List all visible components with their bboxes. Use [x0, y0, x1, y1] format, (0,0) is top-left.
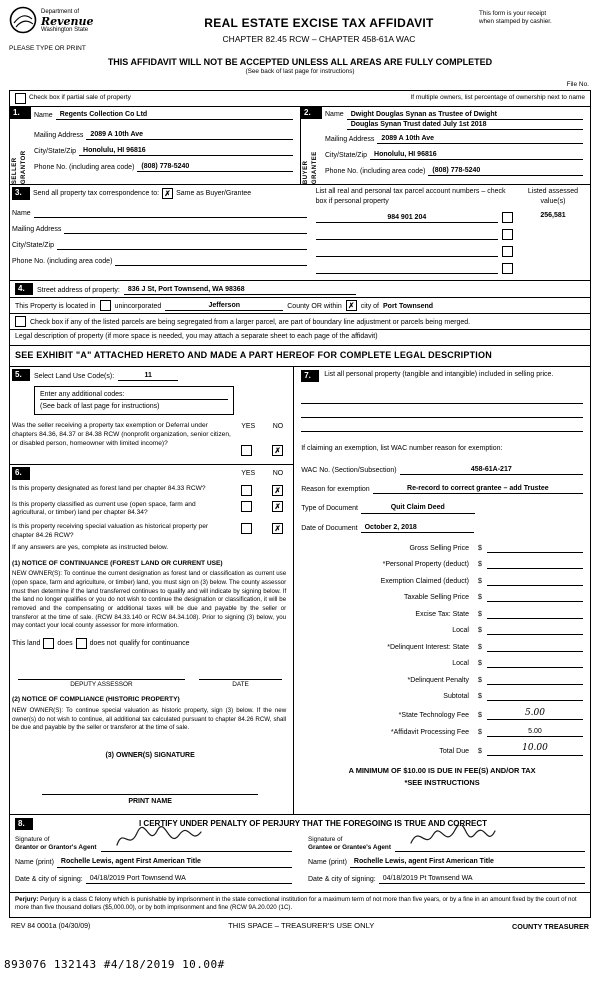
grantee-signature-ink: [407, 825, 499, 854]
print-name-label: PRINT NAME: [128, 797, 172, 805]
buyer-vertical-label: BUYER: [303, 160, 310, 185]
receipt-note: [479, 6, 591, 26]
footer-row: [9, 918, 591, 934]
delinquent-interest-local-field[interactable]: [487, 658, 583, 668]
parcel-number-field-1[interactable]: 984 901 204: [316, 213, 498, 223]
title-block: [159, 6, 479, 45]
notice-continuance-text: NEW OWNER(S): To continue the current designation as forest land or classification as current use (open space, farm and agriculture, or timber) land, you must sign on (3) below. The county assessor must then determine if the land transferred continues to qualify and will indicate by signing below. If the land no longer qualifies or you do not wish to continue the designation or classification, it will be removed and the compensating or additional taxes will be due and payable by the seller or transferor at the time of sale. (RCW 84.33.140 or RCW 84.34.108). Prior to signing (3) below, you may contact your local county assessor for more information.: [12, 570, 287, 630]
dollar-sign: $: [477, 594, 482, 602]
city-checkbox[interactable]: ✗: [346, 300, 357, 311]
perjury-text: Perjury is a class C felony which is punishable by imprisonment in the state correctional institution for a maximum term of not more than five years, or by a fine in an amount fixed by the court of not more than five thousand dollars ($5,000.00), or by both imprisonment and fine (RCW 9A.20.020 (1C).: [15, 895, 577, 911]
s5-yes-checkbox[interactable]: [241, 445, 252, 456]
receipt-note-line1: This form is your receipt: [479, 10, 547, 17]
perjury-bold-label: Perjury:: [15, 895, 39, 903]
grantee-date-city-label: Date & city of signing:: [308, 875, 376, 883]
land-use-code-field[interactable]: 11: [118, 371, 178, 381]
seller-phone-label: Phone No. (including area code): [34, 164, 135, 172]
seller-csz-label: City/State/Zip: [34, 148, 77, 156]
s5-no-checkbox[interactable]: ✗: [272, 445, 283, 456]
buyer-phone-field[interactable]: (808) 778-5240: [428, 166, 583, 176]
certify-statement: I CERTIFY UNDER PENALTY OF PERJURY THAT THE FOREGOING IS TRUE AND CORRECT: [138, 819, 488, 829]
seller-fields: [31, 107, 300, 184]
affidavit-processing-fee-field[interactable]: 5.00: [487, 727, 583, 737]
multiple-owners-note: If multiple owners, list percentage of ownership next to name: [410, 94, 585, 102]
buyer-name-label: Name: [325, 110, 344, 118]
revenue-wordmark: Revenue: [41, 14, 94, 28]
seller-side: [10, 107, 31, 184]
additional-codes-field[interactable]: Enter any additional codes:: [40, 390, 228, 400]
section-3: [10, 185, 590, 280]
seller-section: [10, 107, 300, 184]
see-instructions-note: *SEE INSTRUCTIONS: [404, 777, 480, 787]
file-no-label: File No.: [566, 80, 589, 88]
grantor-name-print-label: Name (print): [15, 859, 54, 867]
fee-label: *Affidavit Processing Fee: [390, 728, 469, 736]
section-5: [10, 367, 293, 465]
section-7: [294, 367, 590, 814]
historic-question: Is this property receiving special valuation as historical property per chapter 84.26 RCW?: [12, 523, 209, 539]
buyer-fields: [322, 107, 590, 184]
same-as-buyer-checkbox[interactable]: ✗: [162, 188, 173, 199]
forest-no-checkbox[interactable]: ✗: [272, 485, 283, 496]
total-due-field[interactable]: 10.00: [487, 743, 583, 756]
assessed-value-1[interactable]: 256,581: [540, 211, 566, 219]
grantor-vertical-label: GRANTOR: [21, 150, 27, 185]
parcel-personal-checkbox-1[interactable]: [502, 212, 513, 223]
grantor-signature-block: [15, 835, 292, 883]
form-title: REAL ESTATE EXCISE TAX AFFIDAVIT: [204, 16, 434, 30]
middle-columns: [10, 367, 590, 815]
deputy-date-label: DATE: [232, 680, 249, 688]
seller-address-label: Mailing Address: [34, 132, 84, 140]
personal-property-line-1[interactable]: [301, 390, 583, 404]
delinquent-penalty-field[interactable]: [487, 675, 583, 685]
additional-codes-box: [34, 386, 234, 415]
subtotal-field[interactable]: [487, 691, 583, 701]
grantor-agent-label: Grantor or Grantor's Agent: [15, 844, 97, 852]
perjury-notice: [10, 893, 590, 918]
street-address-field[interactable]: 836 J St, Port Townsend, WA 98368: [124, 285, 357, 295]
dollar-sign: $: [477, 728, 482, 736]
exhibit-a-text: SEE EXHIBIT "A" ATTACHED HERETO AND MADE A PART HEREOF FOR COMPLETE LEGAL DESCRIPTION: [10, 346, 590, 367]
unincorporated-label: unincorporated: [114, 302, 162, 310]
tax-correspondence-block: [10, 185, 312, 279]
fee-label: Gross Selling Price: [409, 544, 469, 552]
seller-name-label: Name: [34, 111, 53, 119]
wac-no-field[interactable]: 458-61A-217: [400, 465, 583, 475]
section-5-numbox: 5.: [12, 369, 30, 381]
logo-text: [41, 9, 94, 33]
dollar-sign: $: [477, 577, 482, 585]
section-4-numbox: 4.: [15, 283, 33, 295]
deputy-assessor-label: DEPUTY ASSESSOR: [70, 680, 133, 688]
reason-exemption-field[interactable]: Re-record to correct grantee – add Trustee: [373, 484, 583, 494]
dollar-sign: $: [477, 610, 482, 618]
street-address-label: Street address of property:: [37, 286, 120, 294]
unincorporated-checkbox[interactable]: [100, 300, 111, 311]
codes-see-back-note: (See back of last page for instructions): [40, 403, 160, 411]
buyer-phone-label: Phone No. (including area code): [325, 168, 426, 176]
left-column: [10, 367, 294, 814]
deputy-date-line[interactable]: [199, 679, 282, 689]
parties-row: [10, 107, 590, 185]
continuance-qualify-row: [12, 638, 288, 649]
historic-yes-checkbox[interactable]: [241, 523, 252, 534]
does-not-label: does not: [89, 639, 117, 647]
seller-csz-field[interactable]: Honolulu, HI 96816: [79, 146, 293, 156]
qualify-label: qualify for continuance: [119, 639, 190, 647]
grantor-signature-of-label: Signature of: [15, 836, 50, 844]
parcel-personal-checkbox-3[interactable]: [502, 246, 513, 257]
section-8: [10, 815, 590, 893]
parcel-personal-checkbox-2[interactable]: [502, 229, 513, 240]
gross-selling-price-field[interactable]: [487, 543, 583, 553]
parcel-number-field-2[interactable]: [316, 230, 498, 240]
partial-sale-checkbox[interactable]: [15, 93, 26, 104]
dollar-sign: $: [477, 627, 482, 635]
parcel-numbers-block: [312, 185, 590, 279]
claiming-exemption-label: If claiming an exemption, list WAC number reason for exemption:: [301, 445, 503, 453]
parcel-personal-checkbox-4[interactable]: [502, 263, 513, 274]
partial-sale-label: Check box if partial sale of property: [29, 94, 131, 102]
type-of-document-field[interactable]: Quit Claim Deed: [361, 503, 475, 513]
grantee-name-print-label: Name (print): [308, 859, 347, 867]
city-of-label: city of: [360, 302, 380, 310]
parcel-number-field-4[interactable]: [316, 264, 498, 274]
grantee-signature-of-label: Signature of: [308, 836, 343, 844]
forest-yes-checkbox[interactable]: [241, 485, 252, 496]
parcel-header: List all real and personal tax parcel account numbers – check box if personal property: [315, 188, 506, 205]
fee-label: Local: [452, 660, 469, 668]
form-box: [9, 90, 591, 918]
section-2-numbox: 2.: [301, 107, 322, 119]
same-as-buyer-label: Same as Buyer/Grantee: [176, 190, 252, 198]
grantor-name-print-field[interactable]: Rochelle Lewis, agent First American Title: [57, 857, 292, 867]
forest-land-question: Is this property designated as forest land per chapter 84.33 RCW?: [12, 484, 206, 492]
does-checkbox[interactable]: [43, 638, 54, 649]
seller-name-field[interactable]: Regents Collection Co Ltd: [56, 110, 293, 120]
corr-name-field[interactable]: [34, 208, 307, 218]
personal-property-line-2[interactable]: [301, 404, 583, 418]
seller-vertical-label: SELLER: [12, 157, 19, 185]
grantor-date-city-label: Date & city of signing:: [15, 875, 83, 883]
grantee-signature-area[interactable]: [395, 835, 585, 852]
taxable-selling-price-field[interactable]: [487, 592, 583, 602]
fee-label: *Personal Property (deduct): [382, 561, 469, 569]
located-in-label: This Property is located in: [15, 302, 96, 310]
section-1-numbox: 1.: [10, 107, 31, 119]
delinquent-interest-state-field[interactable]: [487, 642, 583, 652]
buyer-name-field-line1[interactable]: Dwight Douglas Synan as Trustee of Dwight: [347, 110, 583, 120]
receipt-note-line2: when stamped by cashier.: [479, 18, 552, 26]
minimum-due-note: A MINIMUM OF $10.00 IS DUE IN FEE(S) AND/OR TAX: [348, 766, 536, 776]
header: [9, 6, 591, 54]
corr-name-label: Name: [12, 209, 31, 217]
excise-tax-state-field[interactable]: [487, 609, 583, 619]
date-of-document-label: Date of Document: [301, 524, 358, 532]
seller-address-field[interactable]: 2089 A 10th Ave: [86, 130, 293, 140]
dor-logo: [9, 6, 159, 37]
fee-label: Local: [452, 627, 469, 635]
does-label: does: [57, 639, 73, 647]
type-of-document-label: Type of Document: [301, 505, 358, 513]
s6-no-label: NO: [272, 470, 284, 478]
grantor-date-city-field[interactable]: 04/18/2019 Port Townsend WA: [86, 874, 292, 884]
corr-address-field[interactable]: [64, 224, 306, 234]
dollar-sign: $: [477, 643, 482, 651]
rev-form-number: REV 84 0001a (04/30/09): [11, 922, 91, 930]
wac-no-label: WAC No. (Section/Subsection): [301, 467, 397, 475]
grantee-vertical-label: GRANTEE: [312, 151, 318, 185]
grantor-signature-ink: [113, 825, 205, 854]
county-treasurer-label: COUNTY TREASURER: [512, 921, 589, 931]
corr-csz-label: City/State/Zip: [12, 241, 55, 249]
corr-phone-label: Phone No. (including area code): [12, 257, 113, 265]
buyer-section: [300, 107, 590, 184]
section-6-numbox: 6.: [12, 467, 30, 479]
buyer-name-field-line2[interactable]: Douglas Synan Trust dated July 1st 2018: [347, 120, 583, 130]
assessed-value-column: [521, 187, 585, 273]
dollar-sign: $: [477, 544, 482, 552]
dollar-sign: $: [477, 676, 482, 684]
notice-continuance-title: (1) NOTICE OF CONTINUANCE (FOREST LAND OR CURRENT USE): [12, 559, 223, 567]
notice-compliance-title: (2) NOTICE OF COMPLIANCE (HISTORIC PROPERTY): [12, 696, 180, 704]
personal-property-deduct-field[interactable]: [487, 559, 583, 569]
section-4: [10, 281, 590, 346]
dollar-sign: $: [477, 561, 482, 569]
grantee-signature-block: [308, 835, 585, 883]
state-technology-fee-field[interactable]: 5.00: [487, 708, 583, 721]
buyer-address-field[interactable]: 2089 A 10th Ave: [377, 134, 583, 144]
date-of-document-field[interactable]: October 2, 2018: [361, 523, 475, 533]
assessed-value-header: Listed assessed value(s): [527, 188, 579, 205]
section-3-numbox: 3.: [12, 187, 30, 199]
see-back-note: (See back of last page for instructions): [245, 68, 355, 76]
current-use-yes-checkbox[interactable]: [241, 501, 252, 512]
buyer-csz-field[interactable]: Honolulu, HI 96816: [370, 150, 583, 160]
seller-phone-field[interactable]: (808) 778-5240: [137, 162, 293, 172]
buyer-address-label: Mailing Address: [325, 136, 375, 144]
state-line: Washington State: [41, 27, 89, 34]
dollar-sign: $: [477, 748, 482, 756]
historic-no-checkbox[interactable]: ✗: [272, 523, 283, 534]
personal-property-label: List all personal property (tangible and intangible) included in selling price.: [324, 370, 554, 378]
corr-address-label: Mailing Address: [12, 225, 62, 233]
header-left: [9, 6, 159, 54]
treasurer-space-label: THIS SPACE – TREASURER'S USE ONLY: [228, 921, 375, 931]
fee-label: *Delinquent Penalty: [407, 676, 469, 684]
exemption-yes-no: [236, 422, 288, 456]
city-field[interactable]: Port Townsend: [383, 302, 434, 310]
chapter-subtitle: CHAPTER 82.45 RCW – CHAPTER 458-61A WAC: [222, 33, 416, 44]
current-use-no-checkbox[interactable]: ✗: [272, 501, 283, 512]
dollar-sign: $: [477, 712, 482, 720]
grantee-name-print-field[interactable]: Rochelle Lewis, agent First American Title: [350, 857, 585, 867]
dollar-sign: $: [477, 660, 482, 668]
if-yes-note: If any answers are yes, complete as instructed below.: [12, 544, 169, 552]
buyer-side: [301, 107, 322, 184]
top-note-row: [10, 91, 590, 107]
segregated-label: Check box if any of the listed parcels are being segregated from a larger parcel, are part of boundary line adjustment or parcels being merged.: [30, 318, 471, 326]
cashier-stamp: 893076 132143 #4/18/2019 10.00#: [4, 957, 225, 971]
current-use-question: Is this property classified as current use (open space, farm and agricultural, or timber) land per chapter 84.34?: [12, 500, 196, 517]
please-type-label: PLEASE TYPE OR PRINT: [9, 45, 86, 53]
buyer-csz-label: City/State/Zip: [325, 152, 368, 160]
dollar-sign: $: [477, 693, 482, 701]
grantee-agent-label: Grantee or Grantee's Agent: [308, 844, 391, 852]
section-6: [10, 464, 293, 814]
s5-no-label: NO: [272, 423, 284, 431]
fee-label: Taxable Selling Price: [404, 594, 469, 602]
owners-signature-label: (3) OWNER(S) SIGNATURE: [105, 751, 195, 759]
section-8-numbox: 8.: [15, 818, 33, 830]
personal-property-line-3[interactable]: [301, 418, 583, 432]
county-or-within-label: County OR within: [287, 302, 342, 310]
fee-label: Excise Tax: State: [415, 610, 469, 618]
fees-table: [301, 543, 583, 756]
s6-yes-label: YES: [241, 470, 256, 478]
revenue-seal-icon: [9, 6, 37, 37]
fee-label: Exemption Claimed (deduct): [380, 577, 469, 585]
s5-yes-label: YES: [241, 423, 256, 431]
fee-label: Total Due: [439, 748, 469, 756]
this-land-label: This land: [12, 639, 41, 647]
corr-csz-field[interactable]: [57, 240, 307, 250]
legal-description-label: Legal description of property (if more space is needed, you may attach a separate sheet to each page of the affidavit): [15, 333, 378, 341]
excise-tax-local-field[interactable]: [487, 625, 583, 635]
parcel-column: [316, 187, 513, 273]
notice-compliance-text: NEW OWNER(S): To continue special valuation as historic property, sign (3) below. If the new owner(s) do not wish to continue, all additional tax calculated pursuant to chapter 84.26 RCW, shall be due and payable by the seller or transferor at the time of sale.: [12, 706, 287, 732]
exemption-question: Was the seller receiving a property tax exemption or Deferral under chapters 84.36, 84.37 or 84.38 RCW (nonprofit organization, senior citizen, or disabled person, homeowner with limited income)?: [12, 422, 231, 447]
exemption-claimed-field[interactable]: [487, 576, 583, 586]
corr-phone-field[interactable]: [115, 256, 306, 266]
send-correspondence-label: Send all property tax correspondence to:: [33, 190, 160, 198]
acceptance-warning: THIS AFFIDAVIT WILL NOT BE ACCEPTED UNLESS ALL AREAS ARE FULLY COMPLETED: [107, 56, 493, 67]
section-7-numbox: 7.: [301, 370, 319, 382]
parcel-number-field-3[interactable]: [316, 247, 498, 257]
dept-line: Department of: [41, 9, 80, 16]
does-not-checkbox[interactable]: [76, 638, 87, 649]
county-field[interactable]: Jefferson: [165, 301, 283, 311]
fee-label: *State Technology Fee: [398, 712, 469, 720]
land-use-label: Select Land Use Code(s):: [34, 373, 115, 381]
print-name-line[interactable]: [42, 794, 258, 806]
grantor-signature-area[interactable]: [101, 835, 292, 852]
fee-label: Subtotal: [443, 693, 469, 701]
grantee-date-city-field[interactable]: 04/18/2019 Pt Townsend WA: [379, 874, 585, 884]
segregated-checkbox[interactable]: [15, 316, 26, 327]
deputy-assessor-signature-line[interactable]: [18, 679, 185, 689]
reason-exemption-label: Reason for exemption: [301, 486, 370, 494]
fee-label: *Delinquent Interest: State: [387, 643, 469, 651]
